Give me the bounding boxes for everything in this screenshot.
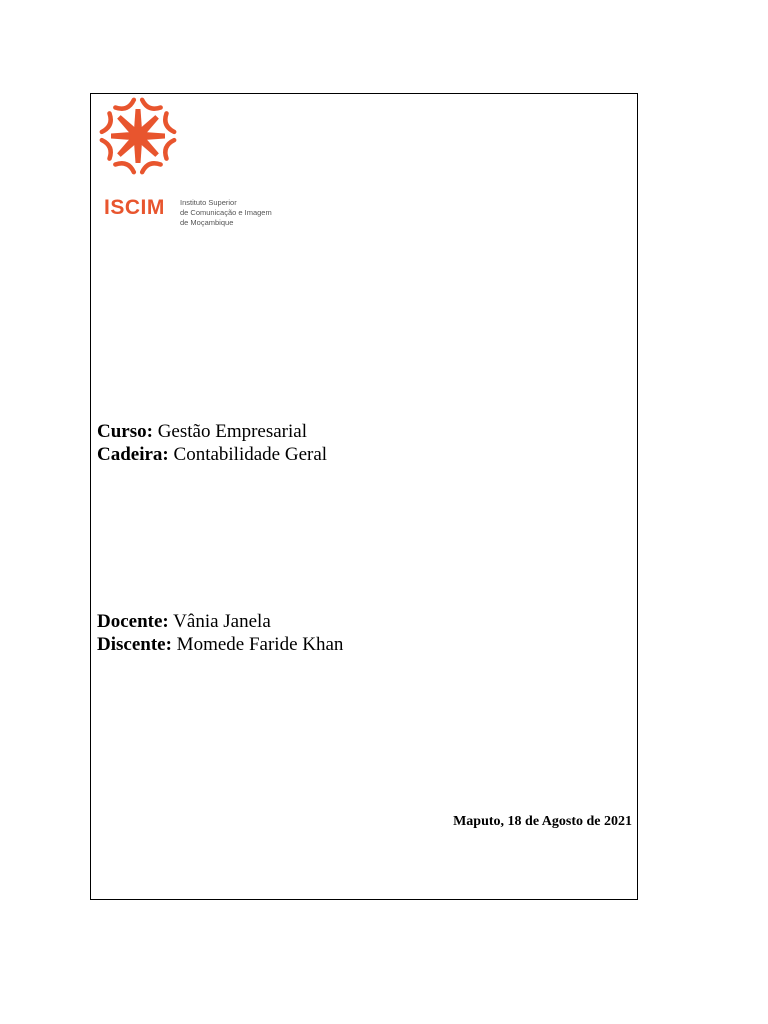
iscim-emblem-icon xyxy=(96,94,180,178)
logo-subtitle-line-1: Instituto Superior xyxy=(180,198,237,207)
discente-value: Momede Faride Khan xyxy=(176,634,344,655)
curso-line xyxy=(97,420,307,443)
place-date: Maputo, 18 de Agosto de 2021 xyxy=(453,814,632,829)
discente-label: Discente: xyxy=(97,634,172,655)
cadeira-label: Cadeira: xyxy=(97,444,169,465)
docente-value: Vânia Janela xyxy=(173,611,271,632)
docente-label: Docente: xyxy=(97,611,169,632)
docente-line xyxy=(97,610,271,633)
logo-subtitle-line-2: de Comunicação e Imagem xyxy=(180,208,272,217)
logo-subtitle xyxy=(180,198,300,228)
cadeira-line xyxy=(97,443,327,466)
cadeira-value: Contabilidade Geral xyxy=(173,444,328,465)
logo-wordmark: ISCIM xyxy=(104,196,165,219)
discente-line xyxy=(97,633,343,656)
logo-subtitle-line-3: de Moçambique xyxy=(180,218,234,227)
iscim-logo xyxy=(94,94,292,234)
curso-value: Gestão Empresarial xyxy=(157,421,308,442)
curso-label: Curso: xyxy=(97,421,153,442)
